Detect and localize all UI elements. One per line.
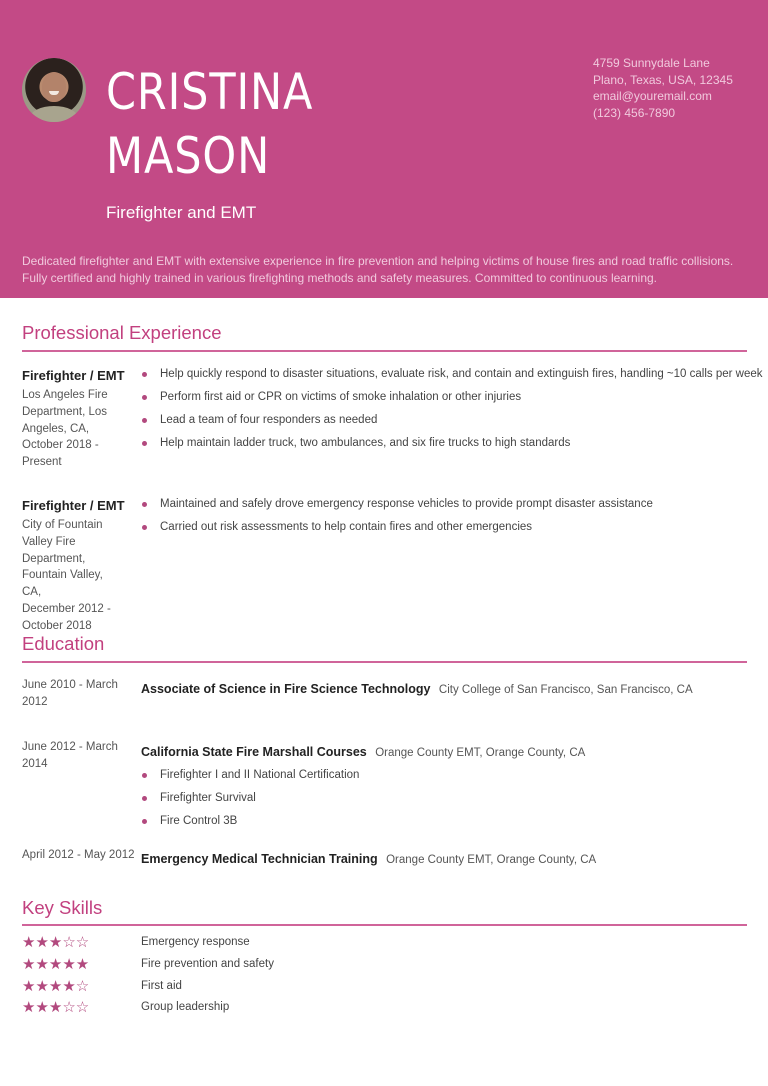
list-item [141, 790, 359, 813]
bullet-icon [142, 796, 147, 801]
bullet-text: Carried out risk assessments to help contain fires and other emergencies [160, 521, 533, 533]
job-meta [22, 387, 122, 471]
section-title-skills: Key Skills [22, 897, 103, 918]
section-divider [22, 924, 747, 926]
list-item [141, 767, 359, 790]
bullet-icon [142, 418, 147, 423]
bullet-icon [142, 773, 147, 778]
job-meta-line: October 2018 - [22, 439, 99, 452]
bullet-icon [142, 395, 147, 400]
bullet-icon [142, 372, 147, 377]
skill-row [22, 957, 422, 975]
list-item [141, 412, 763, 435]
bullet-text: Maintained and safely drove emergency response vehicles to provide prompt disaster assistance [160, 498, 653, 510]
list-item [141, 435, 763, 458]
list-item [141, 496, 653, 519]
bullet-icon [142, 525, 147, 530]
star-rating-icon: ★★★★★ [22, 956, 90, 973]
list-item [141, 389, 763, 412]
education-entry [141, 850, 596, 868]
degree-name: Emergency Medical Technician Training [141, 852, 378, 866]
education-date [22, 847, 142, 864]
skill-row [22, 979, 422, 997]
candidate-name [106, 60, 313, 188]
section-title-experience: Professional Experience [22, 322, 222, 343]
job-meta-line: Department, Los [22, 405, 108, 418]
resume-header [0, 0, 768, 298]
bullet-text: Firefighter I and II National Certification [160, 769, 360, 781]
education-bullets [141, 767, 359, 836]
profile-photo-icon [22, 58, 86, 122]
skill-name: Emergency response [141, 936, 250, 948]
professional-summary: Dedicated firefighter and EMT with extensive experience in fire prevention and helping victims of house fires and road traffic collisions. Fully certified and highly trained in various firefighting methods and safety measures. Committed to continuous learning. [22, 254, 734, 285]
degree-name: California State Fire Marshall Courses [141, 745, 367, 759]
skill-name: Fire prevention and safety [141, 958, 274, 970]
address-line-2: Plano, Texas, USA, 12345 [593, 72, 733, 87]
job-meta-line: City of Fountain [22, 519, 103, 531]
bullet-text: Help quickly respond to disaster situations, evaluate risk, and contain and extinguish fires, handling ~10 calls per week [160, 368, 763, 380]
job-meta-line: Angeles, CA, [22, 422, 90, 435]
contact-block [593, 55, 733, 122]
list-item [141, 366, 763, 389]
date-line: June 2012 - March [22, 741, 118, 753]
bullet-text: Perform first aid or CPR on victims of smoke inhalation or other injuries [160, 391, 522, 403]
avatar-face [42, 72, 66, 102]
job-meta-line: Valley Fire [22, 535, 76, 548]
bullet-text: Fire Control 3B [160, 815, 238, 827]
education-entry [141, 743, 585, 761]
job-meta-line: Fountain Valley, CA, [22, 569, 103, 599]
star-rating-icon: ★★★☆☆ [22, 934, 90, 951]
job-meta-line: October 2018 [22, 619, 92, 632]
skill-row [22, 1000, 422, 1018]
bullet-text: Help maintain ladder truck, two ambulances, and six fire trucks to high standards [160, 437, 571, 449]
education-date [22, 677, 127, 711]
list-item [141, 519, 653, 542]
bullet-icon [142, 502, 147, 507]
bullet-text: Lead a team of four responders as needed [160, 414, 378, 426]
skill-row [22, 935, 422, 953]
phone-number: (123) 456-7890 [593, 106, 676, 121]
address-line-1: 4759 Sunnydale Lane [593, 56, 710, 70]
job-meta-line: Department, [22, 552, 86, 565]
school-name: Orange County EMT, Orange County, CA [386, 854, 597, 866]
skill-name: Group leadership [141, 1001, 230, 1013]
date-line: April 2012 - May 2012 [22, 849, 135, 861]
section-divider [22, 350, 747, 352]
job-meta [22, 517, 122, 635]
job-bullets [141, 496, 653, 542]
avatar-body [30, 106, 78, 122]
bullet-icon [142, 819, 147, 824]
bullet-text: Firefighter Survival [160, 792, 256, 804]
job-meta-line: December 2012 - [22, 602, 111, 615]
first-name: CRISTINA [106, 63, 314, 121]
education-entry [141, 680, 693, 698]
date-line: 2012 [22, 696, 48, 708]
star-rating-icon: ★★★★☆ [22, 978, 90, 995]
job-title-headline: Firefighter and EMT [106, 203, 257, 222]
school-name: Orange County EMT, Orange County, CA [375, 747, 586, 759]
date-line: 2014 [22, 758, 48, 770]
date-line: June 2010 - March [22, 679, 118, 691]
last-name: MASON [106, 127, 271, 185]
job-title: Firefighter / EMT [22, 368, 125, 383]
job-meta-line: Los Angeles Fire [22, 389, 108, 401]
education-date [22, 739, 127, 773]
list-item [141, 813, 359, 836]
skill-name: First aid [141, 980, 182, 992]
section-divider [22, 661, 747, 663]
job-meta-line: Present [22, 456, 62, 469]
job-title: Firefighter / EMT [22, 498, 125, 513]
school-name: City College of San Francisco, San Francisco, CA [438, 684, 693, 696]
email-link[interactable]: email@youremail.com [593, 89, 712, 104]
star-rating-icon: ★★★☆☆ [22, 999, 90, 1016]
bullet-icon [142, 441, 147, 446]
section-title-education: Education [22, 633, 105, 654]
degree-name: Associate of Science in Fire Science Technology [141, 682, 431, 696]
job-bullets [141, 366, 763, 458]
